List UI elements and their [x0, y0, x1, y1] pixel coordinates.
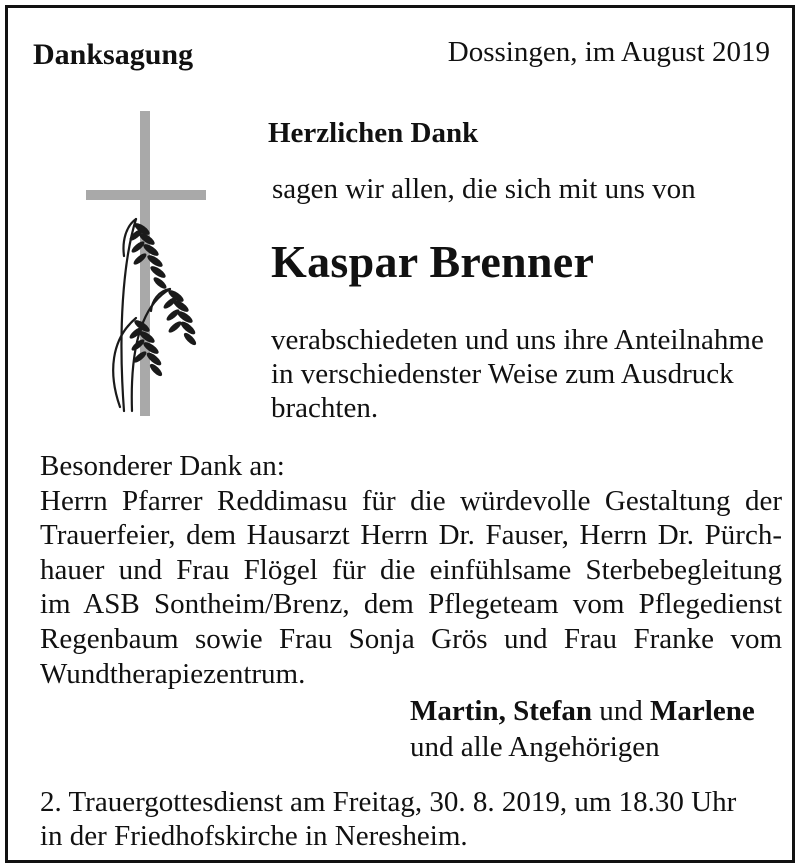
signer-relatives: und alle Angehörigen	[410, 731, 660, 763]
special-thanks-line: Wundtherapiezentrum.	[40, 657, 306, 690]
continuation-line: brachten.	[271, 392, 379, 424]
place-date: Dossingen, im August 2019	[447, 36, 770, 68]
signer-names	[410, 693, 755, 729]
continuation-line: verabschiedeten und uns ihre Anteilnahme	[271, 324, 764, 356]
service-line: in der Friedhofskirche in Neresheim.	[40, 820, 468, 852]
special-thanks-line: Herrn Pfarrer Reddimasu für die würdevolle Gestaltung der	[40, 484, 782, 517]
signer-name: Marlene	[650, 695, 755, 727]
service-line: 2. Trauergottesdienst am Freitag, 30. 8. 2019, um 18.30 Uhr	[40, 786, 737, 818]
signers	[410, 693, 755, 765]
special-thanks-line: im ASB Sontheim/Brenz, dem Pflegeteam vom Pflegedienst	[40, 588, 782, 621]
cross-with-wheat-icon	[78, 111, 213, 416]
memorial-service	[40, 785, 736, 853]
intro-continuation	[271, 323, 764, 425]
signer-name: Stefan	[513, 695, 593, 727]
notice-heading: Danksagung	[33, 38, 194, 71]
special-thanks-heading: Besonderer Dank an:	[40, 450, 285, 482]
special-thanks-line: hauer und Frau Flögel für die einfühlsame Sterbebegleitung	[40, 553, 782, 586]
deceased-name: Kaspar Brenner	[271, 236, 595, 287]
special-thanks-line: Trauerfeier, dem Hausarzt Herrn Dr. Fauser, Herrn Dr. Pürch-	[40, 519, 782, 552]
intro-line: sagen wir allen, die sich mit uns von	[272, 173, 696, 205]
continuation-line: in verschiedenster Weise zum Ausdruck	[271, 358, 734, 390]
thanks-heading: Herzlichen Dank	[268, 117, 479, 149]
obituary-notice	[5, 5, 795, 863]
special-thanks-line: Regenbaum sowie Frau Sonja Grös und Frau Franke vom	[40, 622, 782, 655]
signer-name: Martin,	[410, 695, 506, 727]
signer-connector: und	[599, 695, 643, 727]
special-thanks	[40, 449, 782, 691]
